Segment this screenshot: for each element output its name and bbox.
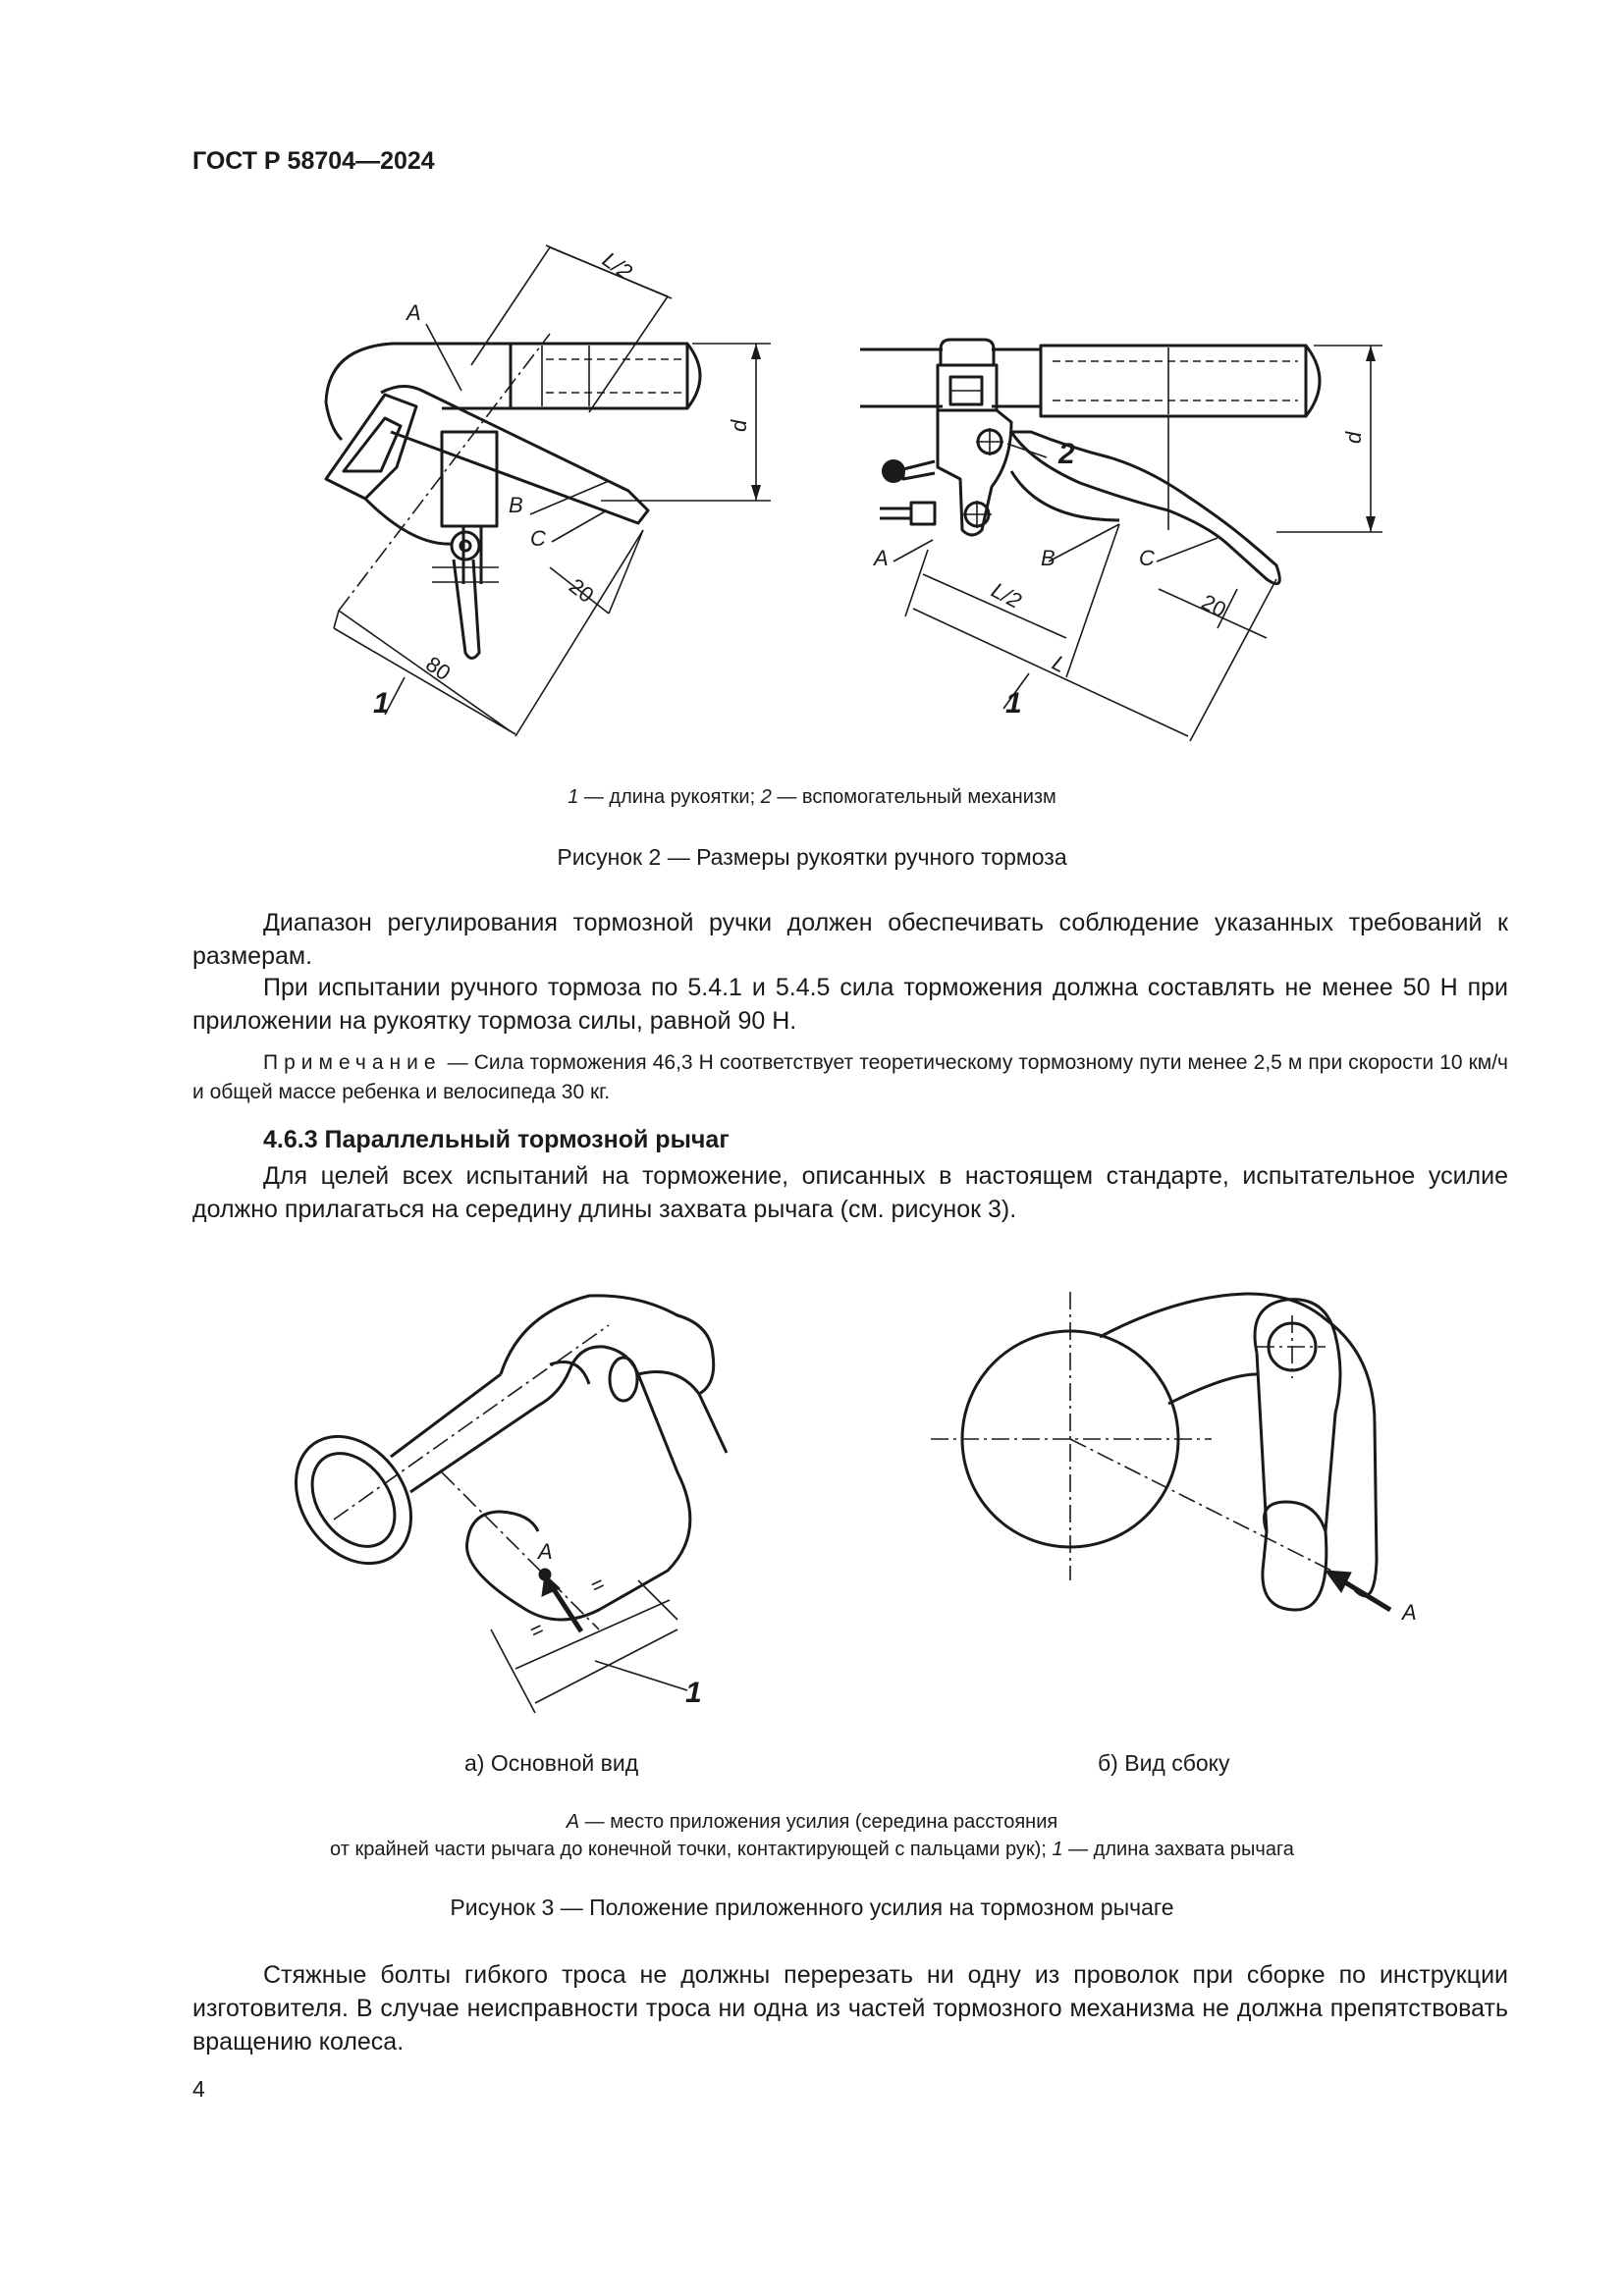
f2l-label-d: d <box>727 419 751 432</box>
figure3-legend-text2b: — длина захвата рычага <box>1062 1839 1294 1860</box>
f2l-label-80: 80 <box>421 651 456 686</box>
f3-label-eq1: = <box>586 1571 609 1599</box>
f3-label-1: 1 <box>685 1677 702 1709</box>
f2l-label-c: C <box>530 526 546 551</box>
figure2-legend-text2: — вспомогательный механизм <box>771 786 1056 808</box>
figure2-title: Рисунок 2 — Размеры рукоятки ручного тормоза <box>557 844 1067 870</box>
figure2-legend-num1: 1 <box>568 786 579 808</box>
f2l-label-b: B <box>509 493 523 517</box>
figure2-legend <box>0 786 1624 809</box>
f2r-label-c: C <box>1139 546 1155 570</box>
f2r-label-1: 1 <box>1005 687 1022 720</box>
section-heading: 4.6.3 Параллельный тормозной рычаг <box>263 1126 730 1153</box>
paragraph-3: Для целей всех испытаний на торможение, описанных в настоящем стандарте, испытательное усилие должно прилагаться на середину длины захвата рычага (см. рисунок 3). <box>192 1162 1508 1223</box>
f2l-label-1: 1 <box>373 687 390 720</box>
f2l-label-20: 20 <box>564 573 599 609</box>
f2r-label-l: L <box>1048 650 1071 678</box>
figure2-drawing <box>0 216 1624 766</box>
figure3-legend-text1: — место приложения усилия (середина расстояния <box>579 1811 1058 1833</box>
f2r-label-20: 20 <box>1197 589 1231 622</box>
figure3-legend-line2 <box>0 1839 1624 1861</box>
f2r-label-a: A <box>874 546 889 570</box>
figure3-legend-a: A <box>566 1811 580 1833</box>
note-text: — Сила торможения 46,3 Н соответствует теоретическому тормозному пути менее 2,5 м при скорости 10 км/ч и общей массе ребенка и велосипеда 30 кг. <box>192 1051 1508 1103</box>
page-number: 4 <box>192 2076 205 2102</box>
note-label: Примечание <box>263 1051 442 1074</box>
f2r-label-2: 2 <box>1058 438 1075 470</box>
figure3-drawing <box>0 1266 1624 1737</box>
figure3-legend-text2a: от крайней части рычага до конечной точки, контактирующей с пальцами рук); <box>330 1839 1053 1860</box>
document-header: ГОСТ Р 58704—2024 <box>192 147 435 175</box>
f3-label-a-left: A <box>538 1539 553 1564</box>
note <box>192 1048 1508 1107</box>
paragraph-1: Диапазон регулирования тормозной ручки должен обеспечивать соблюдение указанных требований к размерам. <box>192 909 1508 970</box>
figure3-subcaption-b: б) Вид сбоку <box>1098 1750 1230 1776</box>
paragraph-4: Стяжные болты гибкого троса не должны перерезать ни одну из проволок при сборке по инструкции изготовителя. В случае неисправности троса ни одна из частей тормозного механизма не должна препятствовать вращению колеса. <box>192 1961 1508 2056</box>
paragraph-2: При испытании ручного тормоза по 5.4.1 и 5.4.5 сила торможения должна составлять не менее 50 Н при приложении на рукоятку тормоза силы, равной 90 Н. <box>192 974 1508 1035</box>
figure3-title: Рисунок 3 — Положение приложенного усилия на тормозном рычаге <box>450 1895 1174 1920</box>
f2r-label-b: B <box>1041 546 1056 570</box>
f2l-label-l2: L/2 <box>598 246 637 285</box>
figure2-legend-num2: 2 <box>760 786 772 808</box>
figure3-subcaption-a: а) Основной вид <box>464 1750 639 1776</box>
f3-label-a-right: A <box>1402 1600 1417 1625</box>
f2r-label-l2: L/2 <box>987 577 1026 614</box>
figure2-legend-text1: — длина рукоятки; <box>578 786 761 808</box>
figure3-legend-num1: 1 <box>1052 1839 1063 1860</box>
f2r-label-d: d <box>1341 431 1366 444</box>
f2l-label-a: A <box>406 300 421 325</box>
f3-label-eq2: = <box>525 1616 548 1644</box>
figure3-legend-line1 <box>0 1811 1624 1834</box>
